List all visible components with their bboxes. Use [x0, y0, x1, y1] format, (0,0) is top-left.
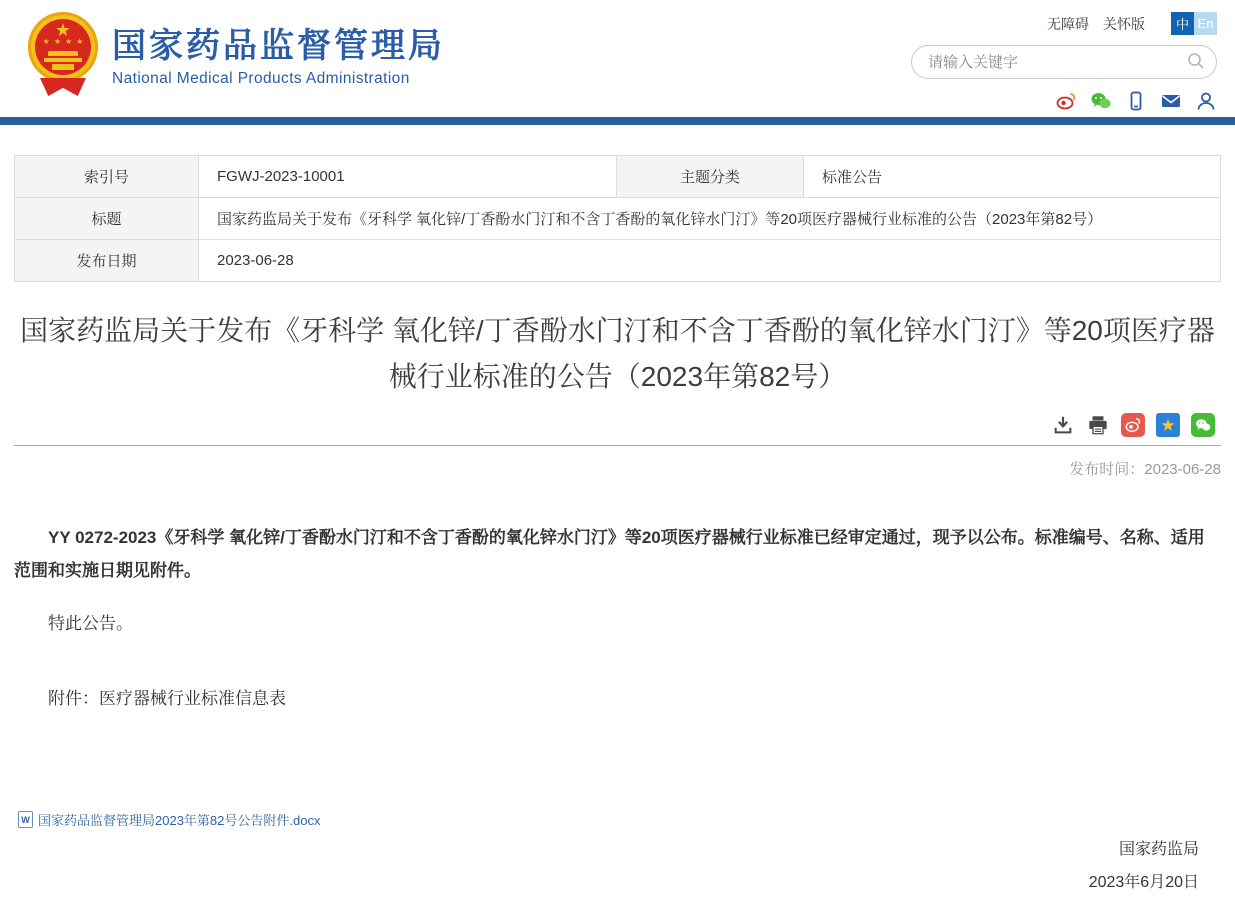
search-box	[911, 45, 1217, 79]
publish-date-value: 2023-06-28	[199, 240, 1221, 282]
search-icon	[1186, 51, 1206, 74]
print-icon[interactable]	[1086, 413, 1110, 437]
signature-date: 2023年6月20日	[1088, 874, 1199, 891]
index-number-value: FGWJ-2023-10001	[199, 156, 617, 198]
header-right	[905, 10, 1217, 112]
attachment-download-link[interactable]	[18, 810, 320, 829]
header-divider-bar	[0, 117, 1235, 125]
social-row	[1055, 90, 1217, 112]
language-toggle	[1171, 12, 1217, 35]
publish-date-label: 发布日期	[15, 240, 199, 282]
wechat-icon[interactable]	[1090, 90, 1112, 112]
document-info-table	[14, 155, 1221, 282]
download-icon[interactable]	[1051, 413, 1075, 437]
title-label: 标题	[15, 198, 199, 240]
share-toolbar	[14, 412, 1215, 438]
table-row	[15, 240, 1221, 282]
attachment-line: 附件：医疗器械行业标准信息表	[48, 689, 286, 708]
site-title-block	[112, 25, 445, 88]
top-links	[1047, 12, 1217, 35]
paragraph: 特此公告。	[48, 614, 133, 633]
site-title: 国家药品监督管理局	[112, 26, 445, 65]
publish-time	[14, 458, 1221, 479]
content	[14, 155, 1221, 899]
mobile-icon[interactable]	[1125, 90, 1147, 112]
national-emblem-icon: ★ ★★★★	[28, 12, 98, 100]
page-title: 国家药监局关于发布《牙科学 氧化锌/丁香酚水门汀和不含丁香酚的氧化锌水门汀》等20项医疗器械行业标准的公告（2023年第82号）	[20, 315, 1215, 392]
weibo-share-icon[interactable]	[1121, 413, 1145, 437]
word-doc-icon: W	[18, 811, 33, 828]
site-header	[0, 0, 1235, 117]
topic-category-value: 标准公告	[804, 156, 1221, 198]
publish-time-value: 2023-06-28	[1144, 461, 1221, 478]
attachment-file-name: 国家药品监督管理局2023年第82号公告附件.docx	[38, 813, 321, 828]
index-number-label: 索引号	[15, 156, 199, 198]
site-subtitle: National Medical Products Administration	[112, 69, 410, 87]
search-button[interactable]	[1186, 51, 1206, 74]
accessibility-link[interactable]: 无障碍	[1047, 15, 1089, 32]
publish-time-label: 发布时间：	[1069, 461, 1145, 478]
lang-en-button[interactable]: En	[1194, 12, 1217, 35]
lang-zh-button[interactable]: 中	[1171, 12, 1194, 35]
table-row	[15, 156, 1221, 198]
mail-icon[interactable]	[1160, 90, 1182, 112]
care-version-link[interactable]: 关怀版	[1103, 15, 1145, 32]
weibo-icon[interactable]	[1055, 90, 1077, 112]
topic-category-label: 主题分类	[617, 156, 804, 198]
signature-block	[14, 833, 1199, 899]
qzone-share-icon[interactable]: ★	[1156, 413, 1180, 437]
site-logo[interactable]	[28, 12, 445, 100]
title-value: 国家药监局关于发布《牙科学 氧化锌/丁香酚水门汀和不含丁香酚的氧化锌水门汀》等20项医疗器械行业标准的公告（2023年第82号）	[199, 198, 1221, 240]
divider	[14, 445, 1221, 446]
paragraph: YY 0272-2023《牙科学 氧化锌/丁香酚水门汀和不含丁香酚的氧化锌水门汀》等20项医疗器械行业标准已经审定通过，现予以公布。标准编号、名称、适用范围和实施日期见附件。	[14, 528, 1205, 580]
search-input[interactable]	[928, 54, 1186, 71]
table-row	[15, 198, 1221, 240]
wechat-share-icon[interactable]	[1191, 413, 1215, 437]
user-icon[interactable]	[1195, 90, 1217, 112]
signature-org: 国家药监局	[1118, 841, 1199, 858]
article-body	[14, 521, 1221, 715]
